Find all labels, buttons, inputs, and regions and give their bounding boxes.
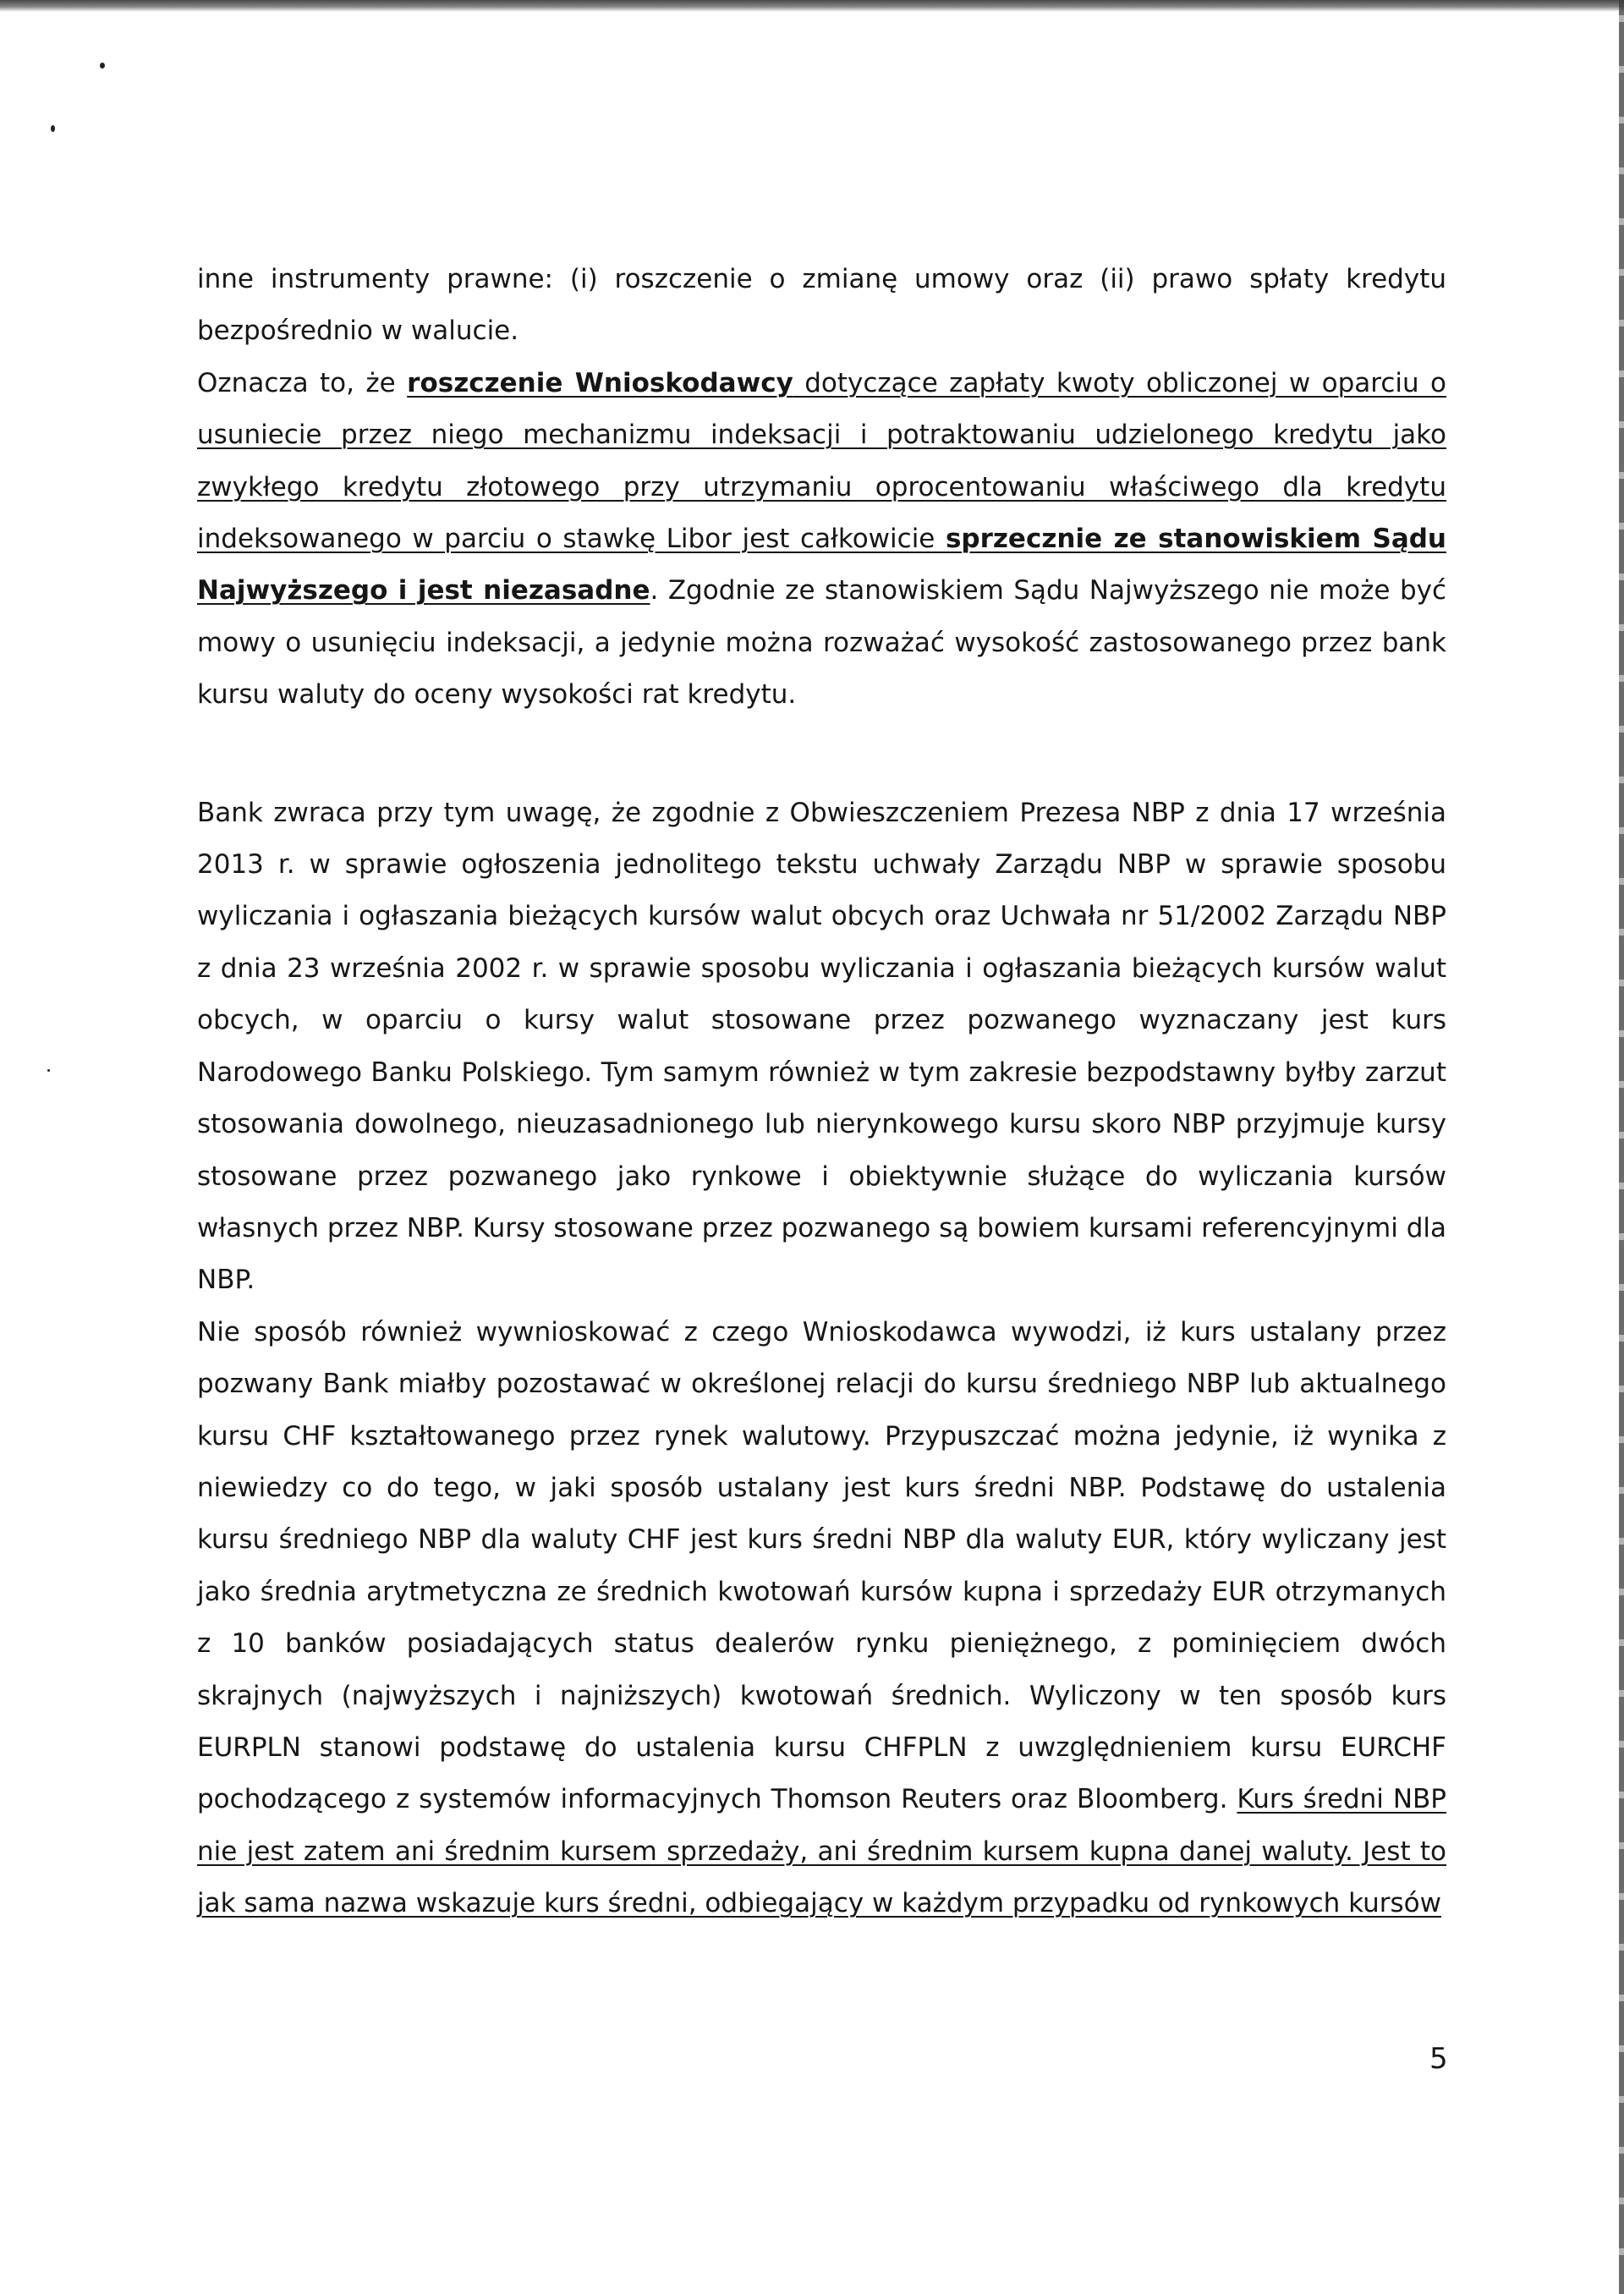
text-run-underline: Kurs średni NBP nie jest zatem ani średnim kursem sprzedaży, ani średnim kursem kupna danej waluty. Jest to jak sama nazwa wskazuje kurs średni, odbiegający w każdym przypadku od rynkowych kursów xyxy=(197,1784,1446,1919)
text-run: inne instrumenty prawne: (i) roszczenie o zmianę umowy oraz (ii) prawo spłaty kredytu bezpośrednio w walucie. xyxy=(197,264,1446,347)
text-run: Bank zwraca przy tym uwagę, że zgodnie z Obwieszczeniem Prezesa NBP z dnia 17 września 2013 r. w sprawie ogłoszenia jednolitego tekstu uchwały Zarządu NBP w sprawie sposobu wyliczania i ogłaszania bieżących kursów walut obcych oraz Uchwała nr 51/2002 Zarządu NBP z dnia 23 września 2002 r. w sprawie sposobu wyliczania i ogłaszania bieżących kursów walut obcych, w oparciu o kursy walut stosowane przez pozwanego wyznaczany jest kurs Narodowego Banku Polskiego. Tym samym również w tym zakresie bezpodstawny byłby zarzut stosowania dowolnego, nieuzasadnionego lub nierynkowego kursu skoro NBP przyjmuje kursy stosowane przez pozwanego jako rynkowe i obiektywnie służące do wyliczania kursów własnych przez NBP. Kursy stosowane przez pozwanego są bowiem kursami referencyjnymi dla NBP. xyxy=(197,797,1446,1296)
paragraph-intro xyxy=(197,254,1446,358)
text-run-underline: dotyczące zapłaty kwoty obliczonej w oparciu o usuniecie przez niego mechanizmu indeksacji i potraktowaniu udzielonego kredytu jako zwykłego kredytu złotowego przy utrzymaniu oprocentowaniu właściwego dla kredytu indeksowanego w parciu o stawkę Libor jest całkowicie xyxy=(197,367,1447,555)
scan-edge-right xyxy=(1619,0,1624,2294)
text-run: Oznacza to, że xyxy=(197,367,408,398)
scan-speck xyxy=(51,125,55,132)
paragraph-spacer xyxy=(197,722,1446,788)
scan-edge-top xyxy=(0,0,1624,12)
text-run: . Zgodnie ze stanowiskiem Sądu Najwyższego nie może być mowy o usunięciu indeksacji, a jedynie można rozważać wysokość zastosowanego przez bank kursu waluty do oceny wysokości rat kredytu. xyxy=(197,575,1447,711)
text-run-bold-underline: roszczenie Wnioskodawcy xyxy=(407,367,793,398)
document-body xyxy=(197,254,1446,1930)
scan-speck xyxy=(47,1069,50,1072)
paragraph-claim xyxy=(197,358,1446,722)
page-number: 5 xyxy=(1429,2042,1448,2076)
text-run-bold-underline: sprzecznie ze stanowiskiem Sądu Najwyższego i jest niezasadne xyxy=(197,524,1447,606)
scan-speck xyxy=(100,63,105,69)
paragraph-nbp-rates xyxy=(197,788,1446,1307)
text-run: Nie sposób również wywnioskować z czego Wnioskodawca wywodzi, iż kurs ustalany przez pozwany Bank miałby pozostawać w określonej relacji do kursu średniego NBP lub aktualnego kursu CHF kształtowanego przez rynek walutowy. Przypuszczać można jedynie, iż wynika z niewiedzy co do tego, w jaki sposób ustalany jest kurs średni NBP. Podstawę do ustalenia kursu średniego NBP dla waluty CHF jest kurs średni NBP dla waluty EUR, który wyliczany jest jako średnia arytmetyczna ze średnich kwotowań kursów kupna i sprzedaży EUR otrzymanych z 10 banków posiadających status dealerów rynku pieniężnego, z pominięciem dwóch skrajnych (najwyższych i najniższych) kwotowań średnich. Wyliczony w ten sposób kurs EURPLN stanowi podstawę do ustalenia kursu CHFPLN z uwzględnieniem kursu EURCHF pochodzącego z systemów informacyjnych Thomson Reuters oraz Bloomberg. xyxy=(197,1316,1446,1815)
paragraph-average-rate xyxy=(197,1307,1446,1930)
